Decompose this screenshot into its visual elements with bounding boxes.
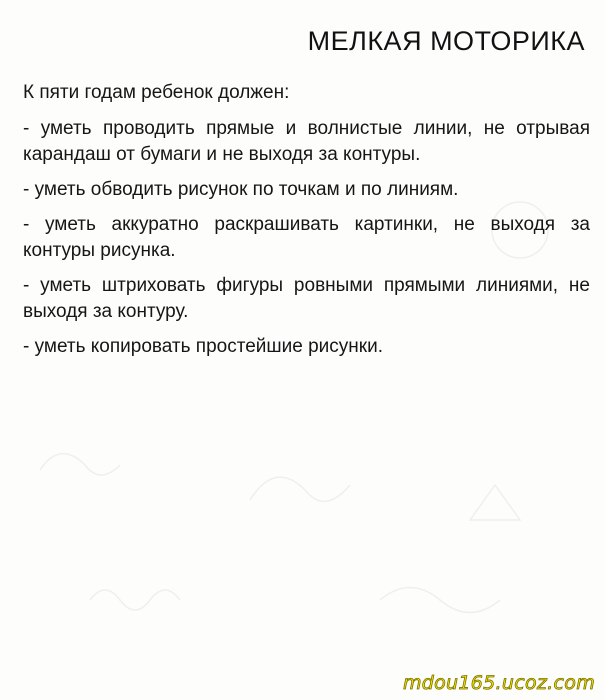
site-watermark: mdou165.ucoz.com: [402, 672, 595, 694]
requirement-item-copy-drawings: - уметь копировать простейшие рисунки.: [23, 336, 383, 357]
page-title: МЕЛКАЯ МОТОРИКА: [307, 26, 585, 56]
requirement-item-coloring: - уметь аккуратно раскрашивать картинки, не выходя за контуры рисунка.: [23, 214, 590, 261]
requirement-item-hatching: - уметь штриховать фигуры ровными прямыми линиями, не выходя за контуру.: [23, 275, 590, 322]
requirement-item-draw-lines: - уметь проводить прямые и волнистые линии, не отрывая карандаш от бумаги и не выходя за контуры.: [23, 118, 590, 165]
requirement-item-trace-dots: - уметь обводить рисунок по точкам и по линиям.: [23, 179, 459, 200]
requirements-list: [23, 116, 590, 360]
main-content: [23, 80, 590, 369]
intro-text: К пяти годам ребенок должен:: [23, 82, 290, 103]
